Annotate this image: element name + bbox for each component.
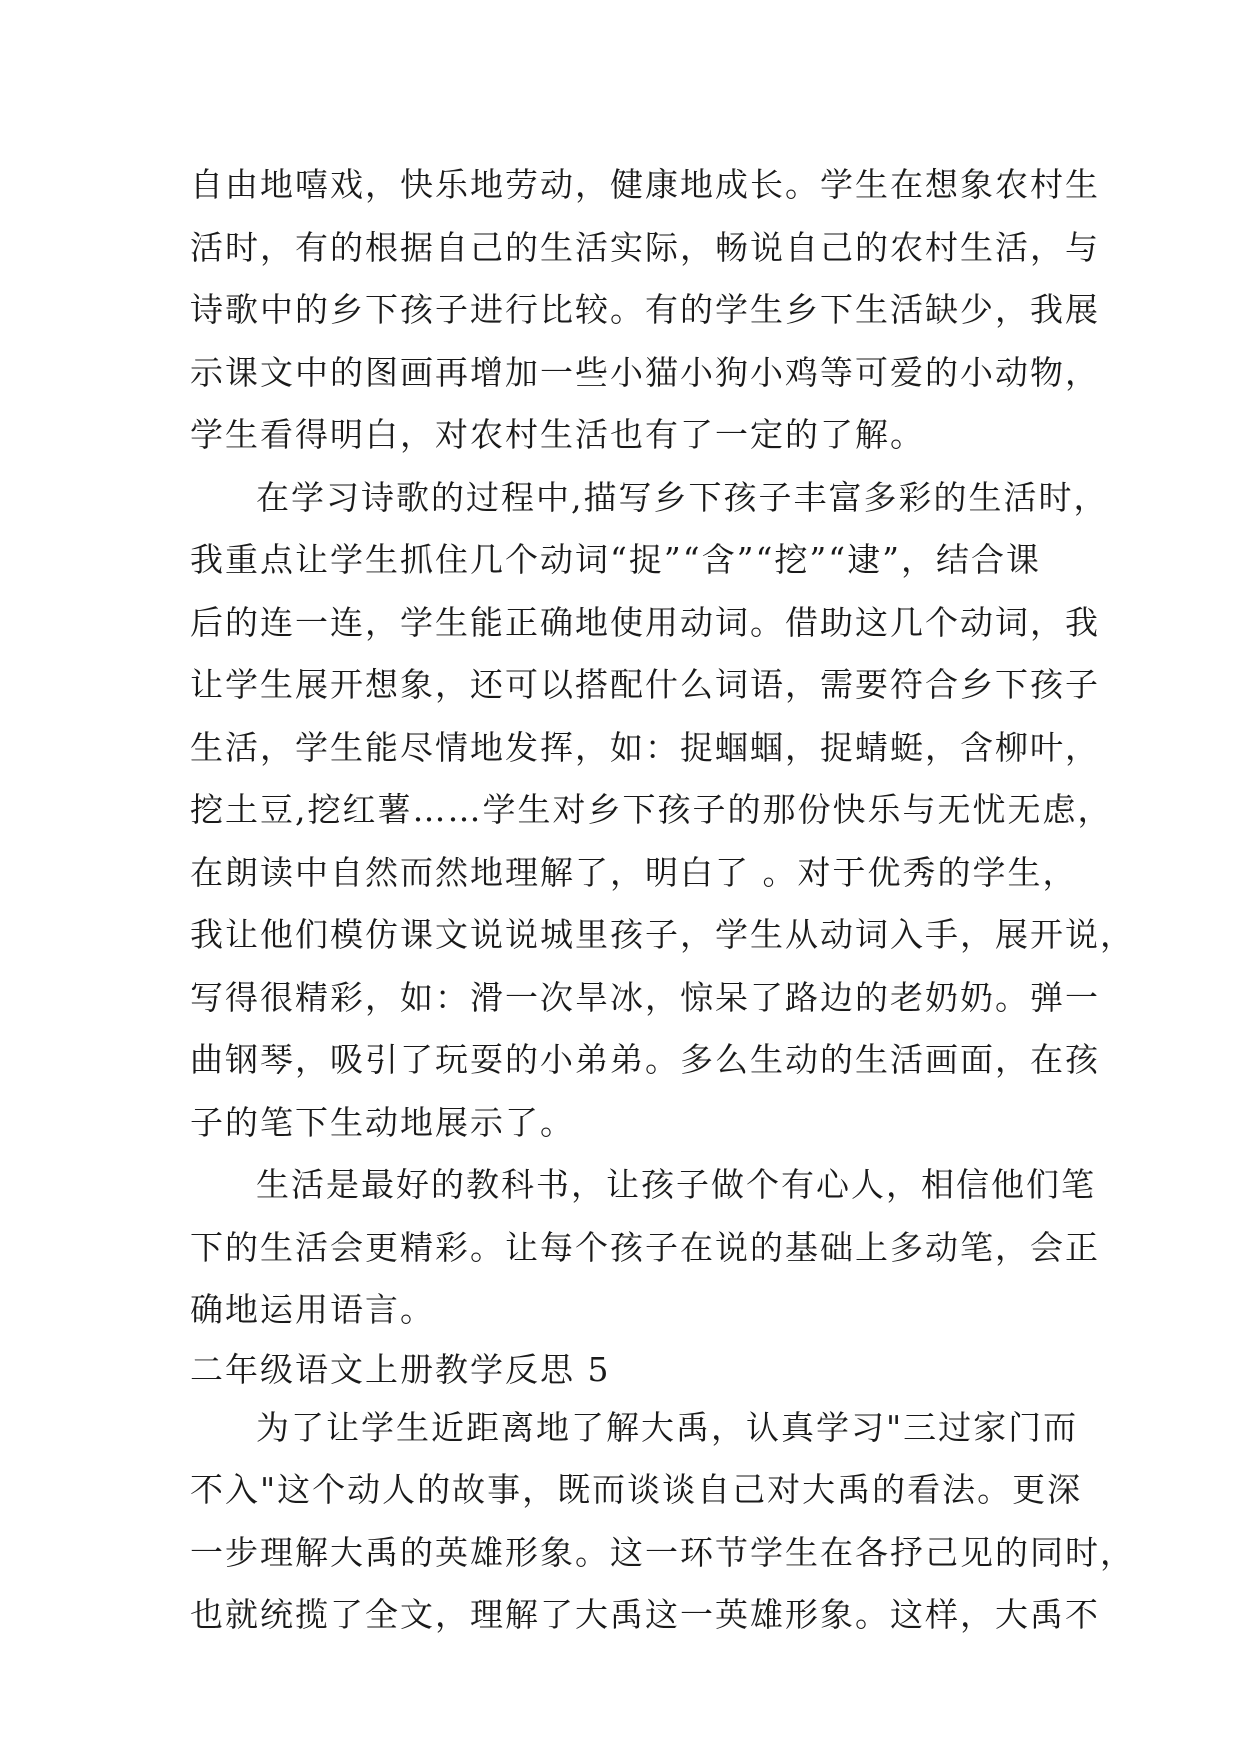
text-line: 诗歌中的乡下孩子进行比较。有的学生乡下生活缺少，我展 <box>190 290 1100 329</box>
paragraph-1 <box>190 154 1100 467</box>
text-line: 也就统揽了全文，理解了大禹这一英雄形象。这样，大禹不 <box>190 1595 1100 1634</box>
text-line: 自由地嘻戏，快乐地劳动，健康地成长。学生在想象农村生 <box>190 165 1100 204</box>
text-line: 示课文中的图画再增加一些小猫小狗小鸡等可爱的小动物， <box>190 352 1100 392</box>
paragraph-4 <box>190 1397 1135 1647</box>
text-line: 后的连一连，学生能正确地使用动词。借助这几个动词，我 <box>190 602 1100 642</box>
text-line: 一步理解大禹的英雄形象。这一环节学生在各抒己见的同时， <box>190 1532 1135 1572</box>
text-line: 我重点让学生抓住几个动词“捉”“含”“挖”“逮”，结合课 <box>190 540 1041 579</box>
text-line: 为了让学生近距离地了解大禹，认真学习"三过家门而 <box>256 1407 1079 1447</box>
section-heading: 二年级语文上册教学反思 5 <box>190 1349 611 1389</box>
text-line: 挖土豆,挖红薯……学生对乡下孩子的那份快乐与无忧无虑， <box>190 790 1113 829</box>
text-line: 在朗读中自然而然地理解了，明白了 。对于优秀的学生， <box>190 852 1078 892</box>
text-line: 我让他们模仿课文说说城里孩子，学生从动词入手，展开说， <box>190 915 1135 954</box>
text-line: 让学生展开想象，还可以搭配什么词语，需要符合乡下孩子 <box>190 665 1100 704</box>
text-line: 学生看得明白，对农村生活也有了一定的了解。 <box>190 415 925 454</box>
text-line: 写得很精彩，如：滑一次旱冰，惊呆了路边的老奶奶。弹一 <box>190 977 1100 1017</box>
text-line: 曲钢琴，吸引了玩耍的小弟弟。多么生动的生活画面，在孩 <box>190 1040 1100 1079</box>
text-line: 确地运用语言。 <box>190 1290 435 1329</box>
paragraph-2 <box>190 467 1135 1155</box>
text-line: 下的生活会更精彩。让每个孩子在说的基础上多动笔，会正 <box>190 1227 1100 1267</box>
paragraph-3 <box>190 1154 1100 1342</box>
text-line: 不入"这个动人的故事，既而谈谈自己对大禹的看法。更深 <box>190 1470 1083 1509</box>
text-line: 生活，学生能尽情地发挥，如：捉蝈蝈，捉蜻蜓，含柳叶， <box>190 727 1100 767</box>
text-line: 活时，有的根据自己的生活实际，畅说自己的农村生活，与 <box>190 227 1100 267</box>
text-line: 在学习诗歌的过程中,描写乡下孩子丰富多彩的生活时， <box>256 477 1109 517</box>
text-line: 子的笔下生动地展示了。 <box>190 1102 575 1142</box>
document-body <box>190 154 1135 1647</box>
text-line: 生活是最好的教科书，让孩子做个有心人，相信他们笔 <box>256 1165 1096 1204</box>
